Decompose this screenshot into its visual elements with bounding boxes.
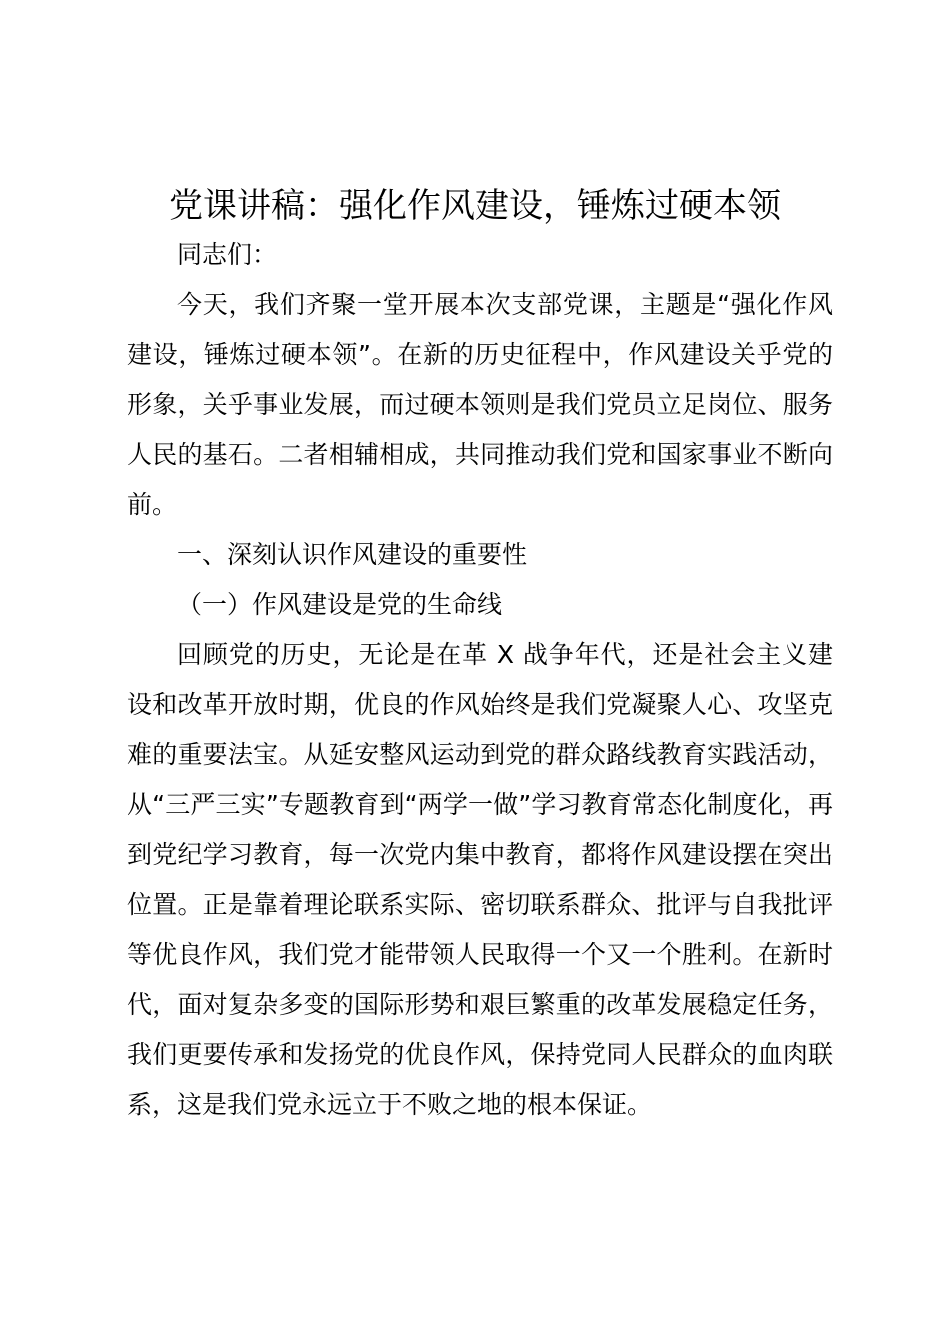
document-body — [127, 230, 833, 1130]
salutation: 同志们： — [177, 240, 278, 269]
section-heading: 一、深刻认识作风建设的重要性 — [177, 540, 528, 569]
intro-paragraph: 今天，我们齐聚一堂开展本次支部党课，主题是“强化作风建设，锤炼过硬本领”。在新的历史征程中，作风建设关乎党的形象，关乎事业发展，而过硬本领则是我们党员立足岗位、服务人民的基石。二者相辅相成，共同推动我们党和国家事业不断向前。 — [127, 290, 833, 519]
subsection-heading: （一）作风建设是党的生命线 — [177, 590, 503, 619]
body-paragraph: 回顾党的历史，无论是在革 X 战争年代，还是社会主义建设和改革开放时期，优良的作风始终是我们党凝聚人心、攻坚克难的重要法宝。从延安整风运动到党的群众路线教育实践活动，从“三严三实”专题教育到“两学一做”学习教育常态化制度化，再到党纪学习教育，每一次党内集中教育，都将作风建设摆在突出位置。正是靠着理论联系实际、密切联系群众、批评与自我批评等优良作风，我们党才能带领人民取得一个又一个胜利。在新时代，面对复杂多变的国际形势和艰巨繁重的改革发展稳定任务，我们更要传承和发扬党的优良作风，保持党同人民群众的血肉联系，这是我们党永远立于不败之地的根本保证。 — [127, 640, 833, 1119]
document-title: 党课讲稿：强化作风建设，锤炼过硬本领 — [169, 186, 781, 226]
